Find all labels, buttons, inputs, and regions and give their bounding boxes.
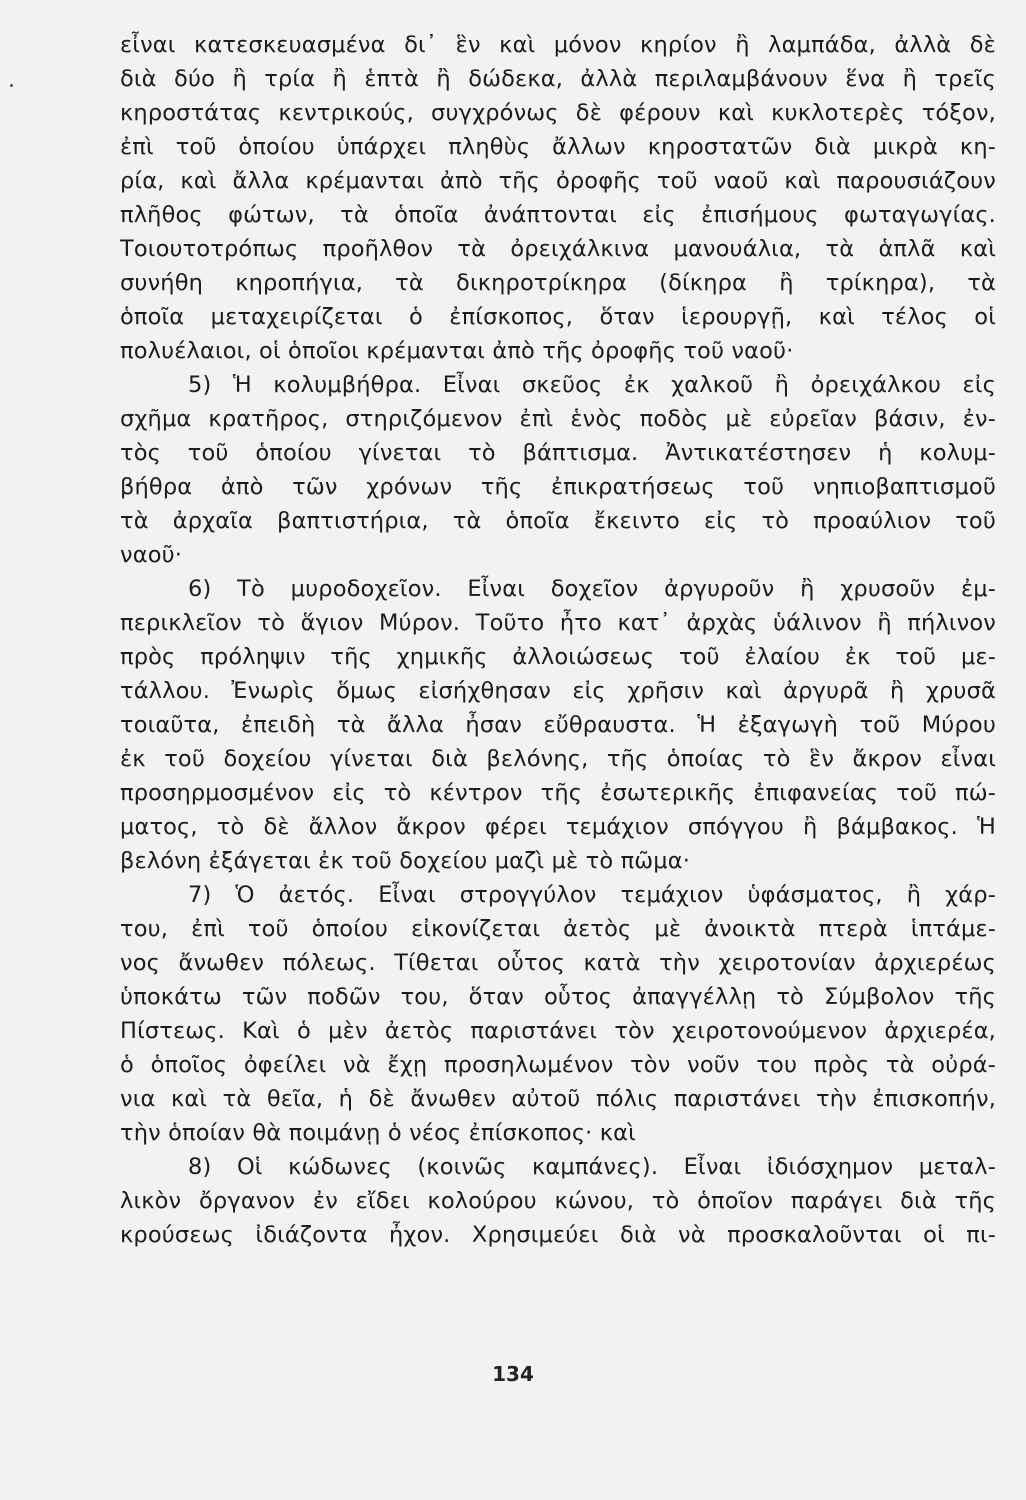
text-line: ὁ ὁποῖος ὀφείλει νὰ ἔχῃ προσηλωμένον τὸν νοῦν του πρὸς τὰ οὐρά- <box>120 1052 996 1078</box>
text-line: ἐκ τοῦ δοχείου γίνεται διὰ βελόνης, τῆς ὁποίας τὸ ἓν ἄκρον εἶναι <box>120 746 996 772</box>
text-line: ἐπὶ τοῦ ὁποίου ὑπάρχει πληθὺς ἄλλων κηροστατῶν διὰ μικρὰ κη- <box>120 134 996 160</box>
text-line: τὸς τοῦ ὁποίου γίνεται τὸ βάπτισμα. Ἀντικατέστησεν ἡ κολυμ- <box>120 440 996 466</box>
section-7-heading-line: 7) Ὁ ἀετός. Εἶναι στρογγύλον τεμάχιον ὑφάσματος, ἢ χάρ- <box>188 882 996 908</box>
text-line: πολυέλαιοι, οἱ ὁποῖοι κρέμανται ἀπὸ τῆς ὀροφῆς τοῦ ναοῦ· <box>120 338 794 364</box>
text-line: εἶναι κατεσκευασμένα δι᾽ ἓν καὶ μόνον κηρίον ἢ λαμπάδα, ἀλλὰ δὲ <box>120 32 996 58</box>
text-line: ναοῦ· <box>120 542 183 568</box>
margin-speck <box>10 84 13 87</box>
section-5-heading-line: 5) Ἡ κολυμβήθρα. Εἶναι σκεῦος ἐκ χαλκοῦ ἢ ὀρειχάλκου εἰς <box>188 372 996 398</box>
text-line: κηροστάτας κεντρικούς, συγχρόνως δὲ φέρουν καὶ κυκλοτερὲς τόξον, <box>120 100 996 126</box>
text-line: νια καὶ τὰ θεῖα, ἡ δὲ ἄνωθεν αὐτοῦ πόλις παριστάνει τὴν ἐπισκοπήν, <box>120 1086 996 1112</box>
text-line: προσηρμοσμένον εἰς τὸ κέντρον τῆς ἐσωτερικῆς ἐπιφανείας τοῦ πώ- <box>120 780 996 806</box>
text-line: ρία, καὶ ἄλλα κρέμανται ἀπὸ τῆς ὀροφῆς τοῦ ναοῦ καὶ παρουσιάζουν <box>120 168 996 194</box>
text-line: του, ἐπὶ τοῦ ὁποίου εἰκονίζεται ἀετὸς μὲ ἀνοικτὰ πτερὰ ἱπτάμε- <box>120 916 996 942</box>
text-line: Πίστεως. Καὶ ὁ μὲν ἀετὸς παριστάνει τὸν χειροτονούμενον ἀρχιερέα, <box>120 1018 996 1044</box>
text-line: σχῆμα κρατῆρος, στηριζόμενον ἐπὶ ἑνὸς ποδὸς μὲ εὐρεῖαν βάσιν, ἐν- <box>120 406 996 432</box>
text-line: τοιαῦτα, ἐπειδὴ τὰ ἄλλα ἦσαν εὔθραυστα. Ἡ ἐξαγωγὴ τοῦ Μύρου <box>120 712 996 738</box>
text-line: περικλεῖον τὸ ἅγιον Μύρον. Τοῦτο ἦτο κατ᾽ ἀρχὰς ὑάλινον ἢ πήλινον <box>120 610 996 636</box>
text-line: τάλλου. Ἐνωρὶς ὅμως εἰσήχθησαν εἰς χρῆσιν καὶ ἀργυρᾶ ἢ χρυσᾶ <box>120 678 996 704</box>
text-line: τὰ ἀρχαῖα βαπτιστήρια, τὰ ὁποῖα ἔκειντο εἰς τὸ προαύλιον τοῦ <box>120 508 996 534</box>
text-line: διὰ δύο ἢ τρία ἢ ἑπτὰ ἢ δώδεκα, ἀλλὰ περιλαμβάνουν ἕνα ἢ τρεῖς <box>120 66 996 92</box>
page-number: 134 <box>492 1362 534 1386</box>
text-line: βήθρα ἀπὸ τῶν χρόνων τῆς ἐπικρατήσεως τοῦ νηπιοβαπτισμοῦ <box>120 474 996 500</box>
section-6-heading-line: 6) Τὸ μυροδοχεῖον. Εἶναι δοχεῖον ἀργυροῦν ἢ χρυσοῦν ἐμ- <box>188 576 996 602</box>
text-line: συνήθη κηροπήγια, τὰ δικηροτρίκηρα (δίκηρα ἢ τρίκηρα), τὰ <box>120 270 996 296</box>
text-line: κρούσεως ἰδιάζοντα ἦχον. Χρησιμεύει διὰ νὰ προσκαλοῦνται οἱ πι- <box>120 1222 996 1248</box>
text-line: τὴν ὁποίαν θὰ ποιμάνῃ ὁ νέος ἐπίσκοπος· καὶ <box>120 1120 636 1146</box>
text-line: ὑποκάτω τῶν ποδῶν του, ὅταν οὗτος ἀπαγγέλλῃ τὸ Σύμβολον τῆς <box>120 984 996 1010</box>
text-line: βελόνη ἐξάγεται ἐκ τοῦ δοχείου μαζὶ μὲ τὸ πῶμα· <box>120 848 691 874</box>
text-line: ὁποῖα μεταχειρίζεται ὁ ἐπίσκοπος, ὅταν ἱερουργῇ, καὶ τέλος οἱ <box>120 304 996 330</box>
text-line: πλῆθος φώτων, τὰ ὁποῖα ἀνάπτονται εἰς ἐπισήμους φωταγωγίας. <box>120 202 996 228</box>
text-line: πρὸς πρόληψιν τῆς χημικῆς ἀλλοιώσεως τοῦ ἐλαίου ἐκ τοῦ με- <box>120 644 996 670</box>
section-8-heading-line: 8) Οἱ κώδωνες (κοινῶς καμπάνες). Εἶναι ἰδιόσχημον μεταλ- <box>188 1154 996 1180</box>
text-line: λικὸν ὄργανον ἐν εἴδει κολούρου κώνου, τὸ ὁποῖον παράγει διὰ τῆς <box>120 1188 996 1214</box>
text-line: νος ἄνωθεν πόλεως. Τίθεται οὗτος κατὰ τὴν χειροτονίαν ἀρχιερέως <box>120 950 996 976</box>
text-line: ματος, τὸ δὲ ἄλλον ἄκρον φέρει τεμάχιον σπόγγου ἢ βάμβακος. Ἡ <box>120 814 996 840</box>
text-line: Τοιουτοτρόπως προῆλθον τὰ ὀρειχάλκινα μανουάλια, τὰ ἁπλᾶ καὶ <box>120 236 996 262</box>
